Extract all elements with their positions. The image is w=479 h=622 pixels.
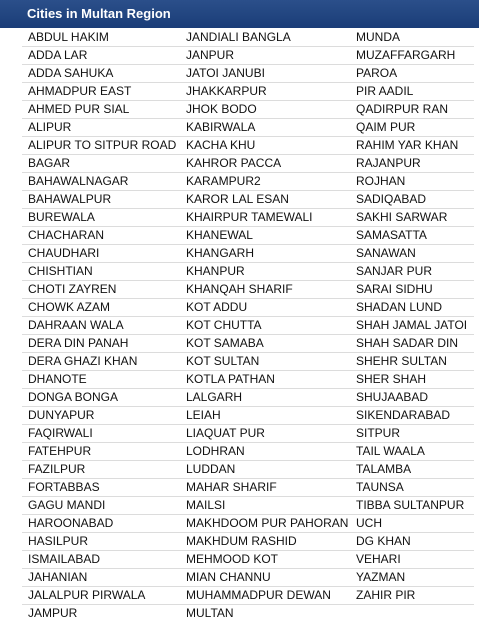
city-cell: TAIL WAALA [350,443,474,461]
city-cell: KOTLA PATHAN [180,371,350,389]
city-cell: SIKENDARABAD [350,407,474,425]
city-cell: ALIPUR [22,119,180,137]
city-cell: SANJAR PUR [350,263,474,281]
city-cell: FORTABBAS [22,479,180,497]
city-cell: KHANGARH [180,245,350,263]
city-cell: SANAWAN [350,245,474,263]
city-cell: KARAMPUR2 [180,173,350,191]
city-cell: DAHRAAN WALA [22,317,180,335]
table-row [22,389,474,407]
city-cell: KOT SULTAN [180,353,350,371]
table-row [22,119,474,137]
table-row [22,101,474,119]
table-row [22,47,474,65]
city-cell: FAZILPUR [22,461,180,479]
city-cell: AHMED PUR SIAL [22,101,180,119]
table-row [22,443,474,461]
city-cell: CHAUDHARI [22,245,180,263]
city-cell: BUREWALA [22,209,180,227]
city-cell: KHAIRPUR TAMEWALI [180,209,350,227]
table-row [22,299,474,317]
city-cell: JATOI JANUBI [180,65,350,83]
table-row [22,137,474,155]
city-cell: QADIRPUR RAN [350,101,474,119]
city-cell: JAHANIAN [22,569,180,587]
city-cell: JANPUR [180,47,350,65]
city-cell: SHER SHAH [350,371,474,389]
table-row [22,281,474,299]
city-cell: DERA GHAZI KHAN [22,353,180,371]
city-cell: PIR AADIL [350,83,474,101]
city-cell: SHADAN LUND [350,299,474,317]
city-cell: CHOTI ZAYREN [22,281,180,299]
table-row [22,371,474,389]
city-cell: JHAKKARPUR [180,83,350,101]
city-cell: LODHRAN [180,443,350,461]
city-cell: KAHROR PACCA [180,155,350,173]
table-row [22,65,474,83]
city-cell: SARAI SIDHU [350,281,474,299]
city-cell: SHAH JAMAL JATOI [350,317,474,335]
city-cell: KHANEWAL [180,227,350,245]
city-cell: DUNYAPUR [22,407,180,425]
city-cell: BAHAWALNAGAR [22,173,180,191]
table-row [22,497,474,515]
city-cell: MEHMOOD KOT [180,551,350,569]
city-cell: ALIPUR TO SITPUR ROAD [22,137,180,155]
city-cell: ADDA LAR [22,47,180,65]
city-cell: RAHIM YAR KHAN [350,137,474,155]
city-cell: HAROONABAD [22,515,180,533]
city-cell: LALGARH [180,389,350,407]
city-cell: KABIRWALA [180,119,350,137]
city-cell: AHMADPUR EAST [22,83,180,101]
city-cell: ABDUL HAKIM [22,28,180,47]
city-cell: MAKHDOOM PUR PAHORAN [180,515,350,533]
city-cell: KOT ADDU [180,299,350,317]
city-cell: KHANPUR [180,263,350,281]
city-cell: LEIAH [180,407,350,425]
city-cell: SHUJAABAD [350,389,474,407]
city-cell: CHACHARAN [22,227,180,245]
table-row [22,317,474,335]
table-row [22,551,474,569]
table-row [22,587,474,605]
table-row [22,335,474,353]
city-cell: SADIQABAD [350,191,474,209]
city-cell: SHEHR SULTAN [350,353,474,371]
city-cell: DERA DIN PANAH [22,335,180,353]
city-cell: LUDDAN [180,461,350,479]
table-row [22,605,474,622]
city-cell: MAKHDUM RASHID [180,533,350,551]
city-cell: MULTAN [180,605,350,622]
city-cell: KOT CHUTTA [180,317,350,335]
city-cell: CHISHTIAN [22,263,180,281]
table-row [22,353,474,371]
cities-table [22,28,474,622]
city-cell: SHAH SADAR DIN [350,335,474,353]
city-cell: SITPUR [350,425,474,443]
table-row [22,515,474,533]
city-cell: KHANQAH SHARIF [180,281,350,299]
city-cell: QAIM PUR [350,119,474,137]
city-cell: MUHAMMADPUR DEWAN [180,587,350,605]
city-cell [350,605,474,622]
city-cell: KACHA KHU [180,137,350,155]
city-cell: CHOWK AZAM [22,299,180,317]
table-row [22,569,474,587]
city-cell: YAZMAN [350,569,474,587]
city-cell: TAUNSA [350,479,474,497]
table-row [22,407,474,425]
city-cell: DG KHAN [350,533,474,551]
table-row [22,209,474,227]
city-cell: JANDIALI BANGLA [180,28,350,47]
city-cell: FAQIRWALI [22,425,180,443]
city-cell: TALAMBA [350,461,474,479]
city-cell: MUNDA [350,28,474,47]
city-cell: JALALPUR PIRWALA [22,587,180,605]
city-cell: JHOK BODO [180,101,350,119]
city-cell: MUZAFFARGARH [350,47,474,65]
city-cell: HASILPUR [22,533,180,551]
city-cell: VEHARI [350,551,474,569]
city-cell: MIAN CHANNU [180,569,350,587]
table-row [22,461,474,479]
city-cell: DHANOTE [22,371,180,389]
city-cell: RAJANPUR [350,155,474,173]
city-cell: GAGU MANDI [22,497,180,515]
city-cell: DONGA BONGA [22,389,180,407]
city-cell: ADDA SAHUKA [22,65,180,83]
city-cell: ROJHAN [350,173,474,191]
city-cell: MAILSI [180,497,350,515]
city-cell: LIAQUAT PUR [180,425,350,443]
city-cell: JAMPUR [22,605,180,622]
table-row [22,479,474,497]
table-row [22,28,474,47]
cities-table-body [22,28,474,622]
city-cell: PAROA [350,65,474,83]
city-cell: TIBBA SULTANPUR [350,497,474,515]
table-row [22,245,474,263]
table-row [22,155,474,173]
city-cell: FATEHPUR [22,443,180,461]
city-cell: BAGAR [22,155,180,173]
table-row [22,191,474,209]
page-title-text: Cities in Multan Region [27,6,171,21]
city-cell: MAHAR SHARIF [180,479,350,497]
table-row [22,173,474,191]
city-cell: KAROR LAL ESAN [180,191,350,209]
page-title [0,0,479,28]
table-row [22,263,474,281]
city-cell: KOT SAMABA [180,335,350,353]
city-cell: ZAHIR PIR [350,587,474,605]
city-cell: UCH [350,515,474,533]
city-cell: SAMASATTA [350,227,474,245]
city-cell: SAKHI SARWAR [350,209,474,227]
table-row [22,425,474,443]
table-row [22,83,474,101]
table-row [22,533,474,551]
city-cell: BAHAWALPUR [22,191,180,209]
table-row [22,227,474,245]
city-cell: ISMAILABAD [22,551,180,569]
